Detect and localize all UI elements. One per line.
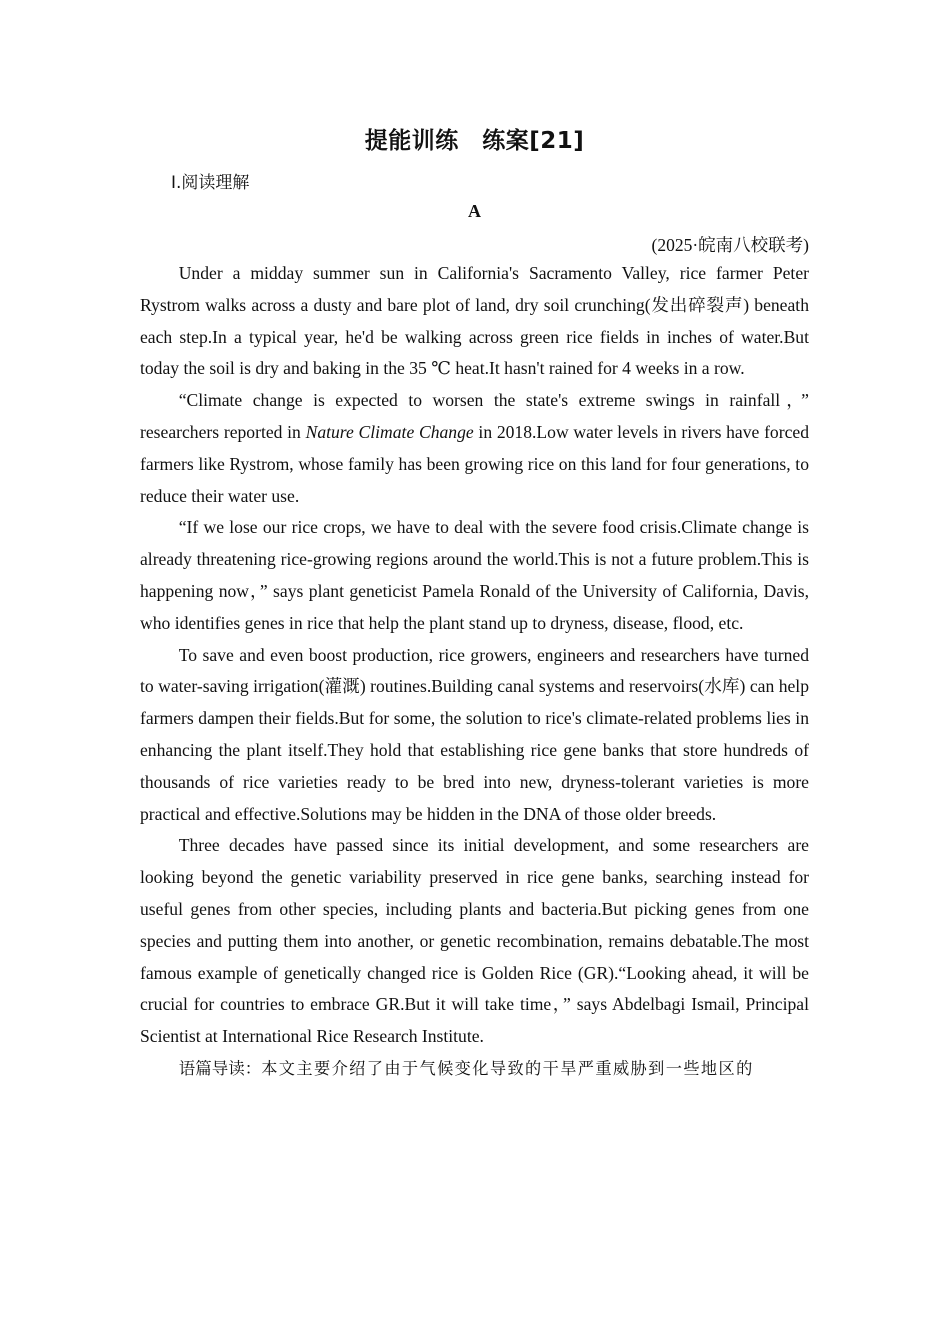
paragraph-2 <box>140 385 809 512</box>
source-citation: (2025·皖南八校联考) <box>651 235 809 255</box>
reading-guide-text: 本文主要介绍了由于气候变化导致的干旱严重威胁到一些地区的 <box>261 1058 754 1078</box>
passage-letter: A <box>468 201 481 221</box>
reading-guide-label: 语篇导读： <box>178 1058 262 1078</box>
section-label: Ⅰ.阅读理解 <box>171 173 250 193</box>
journal-name: Nature Climate Change <box>305 421 474 442</box>
paragraph-4: To save and even boost production, rice growers, engineers and researchers have turned to water-saving irrigation(灌溉) routines.Building canal systems and reservoirs(水库) can help farmers dampen their fields.But for some, the solution to rice's climate-related problems lies in enhancing the plant itself.They hold that establishing rice gene banks that store hundreds of thousands of rice varieties ready to be bred into new, dryness-tolerant varieties is more practical and effective.Solutions may be hidden in the DNA of those older breeds. <box>140 644 809 824</box>
page-title: 提能训练 练案[21] <box>364 128 585 154</box>
passage-body <box>140 258 809 1085</box>
reading-guide <box>140 1053 809 1085</box>
paragraph-3: “If we lose our rice crops, we have to deal with the severe food crisis.Climate change is already threatening rice-growing regions around the world.This is not a future problem.This is happening now，” says plant geneticist Pamela Ronald of the University of California, Davis, who identifies genes in rice that help the plant stand up to dryness, disease, flood, etc. <box>140 517 809 633</box>
paragraph-2-text-b: in 2018.Low water levels in rivers have forced farmers like Rystrom, whose family has been growing rice on this land for four generations, to reduce their water use. <box>140 421 809 506</box>
paragraph-5: Three decades have passed since its initial development, and some researchers are looking beyond the genetic variability preserved in rice gene banks, searching instead for useful genes from other species, including plants and bacteria.But picking genes from one species and putting them into another, or genetic recombination, remains debatable.The most famous example of genetically changed rice is Golden Rice (GR).“Looking ahead, it will be crucial for countries to embrace GR.But it will take time，” says Abdelbagi Ismail, Principal Scientist at International Rice Research Institute. <box>140 835 809 1047</box>
paragraph-2-text-a: “Climate change is expected to worsen the state's extreme swings in rainfall，” researchers reported in <box>140 390 809 442</box>
paragraph-1: Under a midday summer sun in California's Sacramento Valley, rice farmer Peter Rystrom walks across a dusty and bare plot of land, dry soil crunching(发出碎裂声) beneath each step.In a typical year, he'd be walking across green rice fields in inches of water.But today the soil is dry and baking in the 35 ℃ heat.It hasn't rained for 4 weeks in a row. <box>140 263 809 379</box>
